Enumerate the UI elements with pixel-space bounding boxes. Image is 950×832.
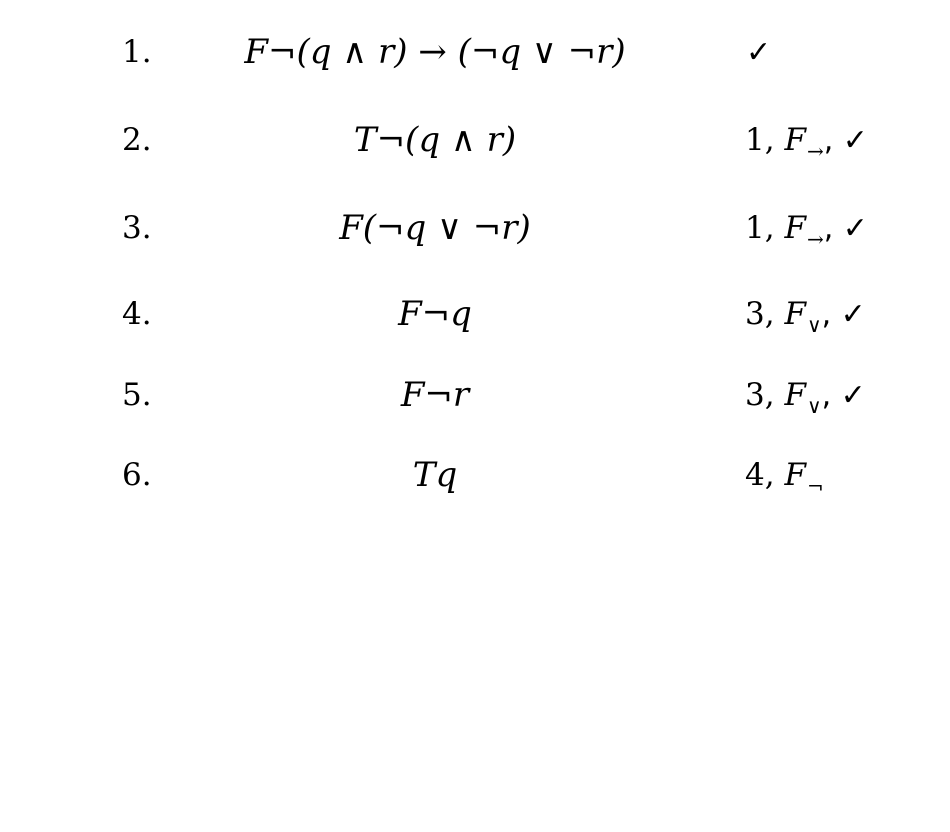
line-number: 4. bbox=[122, 296, 152, 332]
proof-line-6 bbox=[0, 450, 950, 500]
justification-ref: 3, bbox=[745, 377, 775, 413]
checkmark-icon: , ✓ bbox=[821, 297, 866, 332]
proof-line-5 bbox=[0, 370, 950, 420]
justification bbox=[745, 450, 824, 503]
justification bbox=[745, 27, 771, 80]
formula-sign: F bbox=[244, 32, 268, 72]
justification-rule: F bbox=[784, 377, 806, 413]
signed-formula bbox=[244, 27, 625, 77]
signed-formula bbox=[401, 370, 469, 420]
formula-body: ¬q bbox=[421, 294, 472, 334]
line-number: 2. bbox=[122, 122, 152, 158]
justification-ref: 3, bbox=[745, 296, 775, 332]
justification bbox=[745, 289, 866, 342]
justification-ref: 1, bbox=[745, 210, 775, 246]
justification-rule-subscript: ∨ bbox=[806, 313, 822, 337]
signed-formula bbox=[354, 115, 516, 165]
justification-ref: 4, bbox=[745, 457, 775, 493]
justification-rule: F bbox=[784, 122, 806, 158]
checkmark-icon: ✓ bbox=[746, 35, 772, 70]
proof-line-3 bbox=[0, 203, 950, 253]
line-number: 1. bbox=[122, 34, 152, 70]
formula-body: ¬(q ∧ r) → (¬q ∨ ¬r) bbox=[267, 32, 626, 72]
justification-rule: F bbox=[784, 210, 806, 246]
justification-rule-subscript: → bbox=[806, 227, 824, 251]
checkmark-icon: , ✓ bbox=[823, 211, 868, 246]
checkmark-icon: , ✓ bbox=[823, 123, 868, 158]
signed-formula bbox=[413, 450, 457, 500]
justification-rule-subscript: → bbox=[806, 139, 824, 163]
signed-formula bbox=[398, 289, 472, 339]
formula-sign: T bbox=[412, 455, 436, 495]
checkmark-icon: , ✓ bbox=[821, 378, 866, 413]
proof-line-2 bbox=[0, 115, 950, 165]
justification bbox=[745, 203, 868, 256]
justification-rule: F bbox=[784, 296, 806, 332]
justification bbox=[745, 115, 868, 168]
line-number: 3. bbox=[122, 210, 152, 246]
formula-body: ¬r bbox=[424, 375, 470, 415]
justification-ref: 1, bbox=[745, 122, 775, 158]
formula-body: ¬(q ∧ r) bbox=[376, 120, 517, 160]
line-number: 6. bbox=[122, 457, 152, 493]
formula-sign: F bbox=[398, 294, 422, 334]
formula-sign: T bbox=[353, 120, 377, 160]
formula-body: q bbox=[435, 455, 458, 495]
proof-line-4 bbox=[0, 289, 950, 339]
justification-rule-subscript: ¬ bbox=[806, 474, 824, 498]
proof-line-1 bbox=[0, 27, 950, 77]
line-number: 5. bbox=[122, 377, 152, 413]
formula-sign: F bbox=[400, 375, 425, 415]
justification-rule: F bbox=[784, 457, 806, 493]
justification bbox=[745, 370, 866, 423]
formula-body: (¬q ∨ ¬r) bbox=[362, 208, 531, 248]
justification-rule-subscript: ∨ bbox=[806, 394, 822, 418]
formula-sign: F bbox=[339, 208, 363, 248]
signed-formula bbox=[339, 203, 531, 253]
